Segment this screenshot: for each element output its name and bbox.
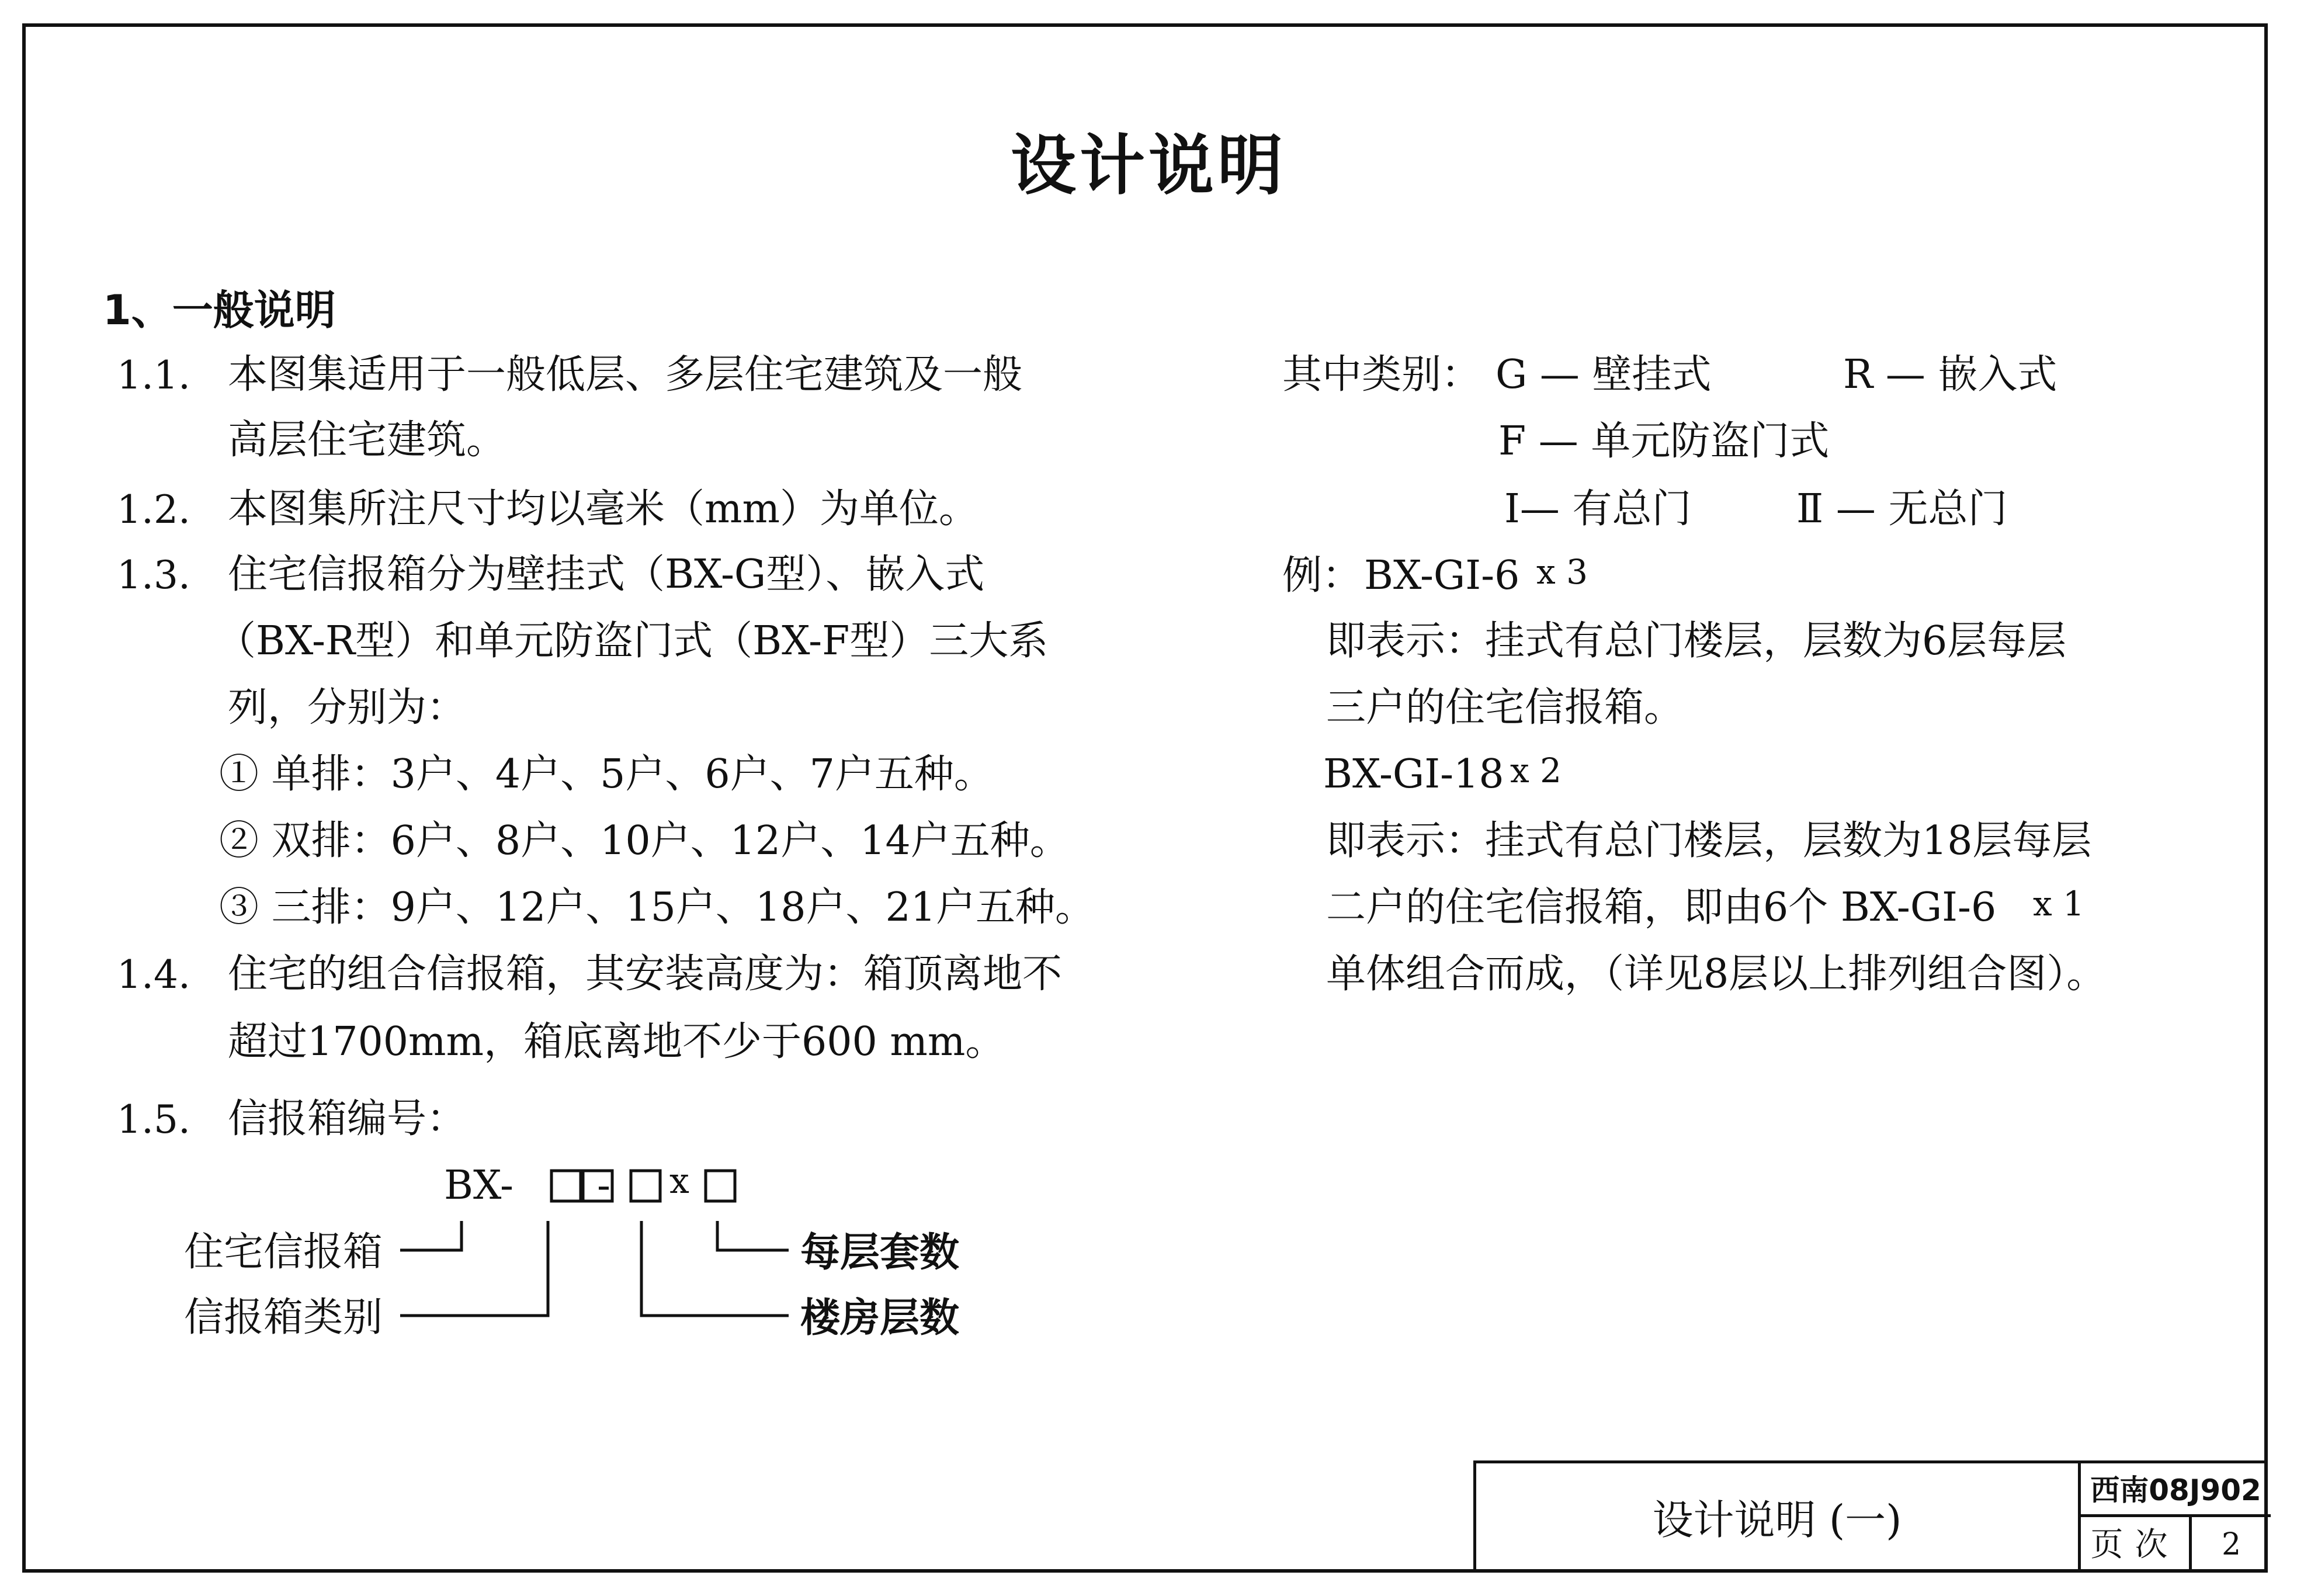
item-text: 高层住宅建筑。: [228, 417, 506, 463]
atlas-code: 西南08J902: [2081, 1463, 2271, 1517]
example-2-unit-multiplier: x 1: [2033, 884, 2085, 924]
item-text: （BX-R型）和单元防盗门式（BX-F型）三大系: [216, 618, 1049, 664]
list-item: ② 双排：6户、8户、10户、12户、14户五种。: [219, 818, 1070, 864]
example-1-code: BX-GI-6: [1364, 553, 1520, 599]
code-dash: -: [597, 1163, 610, 1209]
item-text: 住宅信报箱分为壁挂式（BX-G型）、嵌入式: [228, 551, 985, 598]
item-text: 本图集所注尺寸均以毫米（mm）为单位。: [228, 486, 979, 532]
example-2-code: BX-GI-18: [1323, 751, 1504, 797]
code-box-type: [551, 1171, 581, 1201]
item-text: 本图集适用于一般低层、多层住宅建筑及一般: [228, 352, 1023, 398]
example-1-text: 三户的住宅信报箱。: [1326, 685, 1684, 731]
list-item: ③ 三排：9户、12户、15户、18户、21户五种。: [219, 884, 1095, 931]
item-number: 1.4.: [117, 952, 190, 997]
label-floor-count: 楼房层数: [800, 1295, 960, 1341]
leader-category: [400, 1221, 548, 1316]
leader-units: [717, 1221, 789, 1250]
list-item: ① 单排：3户、4户、5户、6户、7户五种。: [219, 751, 994, 797]
item-text: 列，分别为：: [228, 685, 467, 731]
code-times: x: [669, 1161, 689, 1202]
leader-mailbox: [400, 1221, 462, 1250]
item-text: 信报箱编号：: [228, 1096, 467, 1142]
item-number: 1.1.: [117, 353, 190, 398]
page-number: 2: [2221, 1527, 2242, 1562]
example-1-multiplier: x 3: [1536, 552, 1588, 592]
example-2-text: 即表示：挂式有总门楼层，层数为18层每层: [1326, 818, 2092, 864]
item-number: 1.5.: [117, 1097, 190, 1142]
category-i: Ⅰ— 有总门: [1504, 486, 1692, 532]
label-category: 信报箱类别: [184, 1295, 383, 1341]
code-box-subtype: [583, 1171, 612, 1201]
category-label: 其中类别：: [1282, 352, 1481, 398]
category-f: F — 单元防盗门式: [1498, 418, 1830, 464]
example-1-text: 即表示：挂式有总门楼层，层数为6层每层: [1326, 618, 2067, 664]
item-text: 超过1700mm，箱底离地不少于600 mm。: [228, 1019, 1005, 1065]
item-number: 1.3.: [117, 553, 190, 598]
item-text: 住宅的组合信报箱，其安装高度为：箱顶离地不: [228, 951, 1063, 997]
item-number: 1.2.: [117, 487, 190, 532]
page-label: 页次: [2081, 1517, 2192, 1573]
page-title: 设计说明: [1011, 128, 1286, 204]
example-label: 例：: [1282, 553, 1362, 599]
title-block: [1473, 1460, 2268, 1573]
example-2-text: 二户的住宅信报箱，即由6个 BX-GI-6: [1326, 884, 1997, 931]
category-r: R — 嵌入式: [1843, 352, 2057, 398]
example-2-text: 单体组合而成，（详见8层以上排列组合图）。: [1326, 951, 2107, 997]
category-ii: Ⅱ — 无总门: [1796, 486, 2008, 532]
code-box-floors: [631, 1171, 660, 1201]
category-g: G — 壁挂式: [1496, 352, 1712, 398]
label-mailbox: 住宅信报箱: [184, 1229, 383, 1275]
example-2-multiplier: x 2: [1510, 751, 1562, 790]
code-box-units: [706, 1171, 735, 1201]
leader-floors: [641, 1221, 789, 1316]
title-block-main: [1476, 1463, 2081, 1573]
drawing-title: 设计说明 (一): [1652, 1496, 1902, 1544]
label-units-per-floor: 每层套数: [800, 1229, 960, 1276]
section-heading: 1、一般说明: [103, 286, 336, 334]
code-prefix: BX-: [444, 1163, 513, 1209]
